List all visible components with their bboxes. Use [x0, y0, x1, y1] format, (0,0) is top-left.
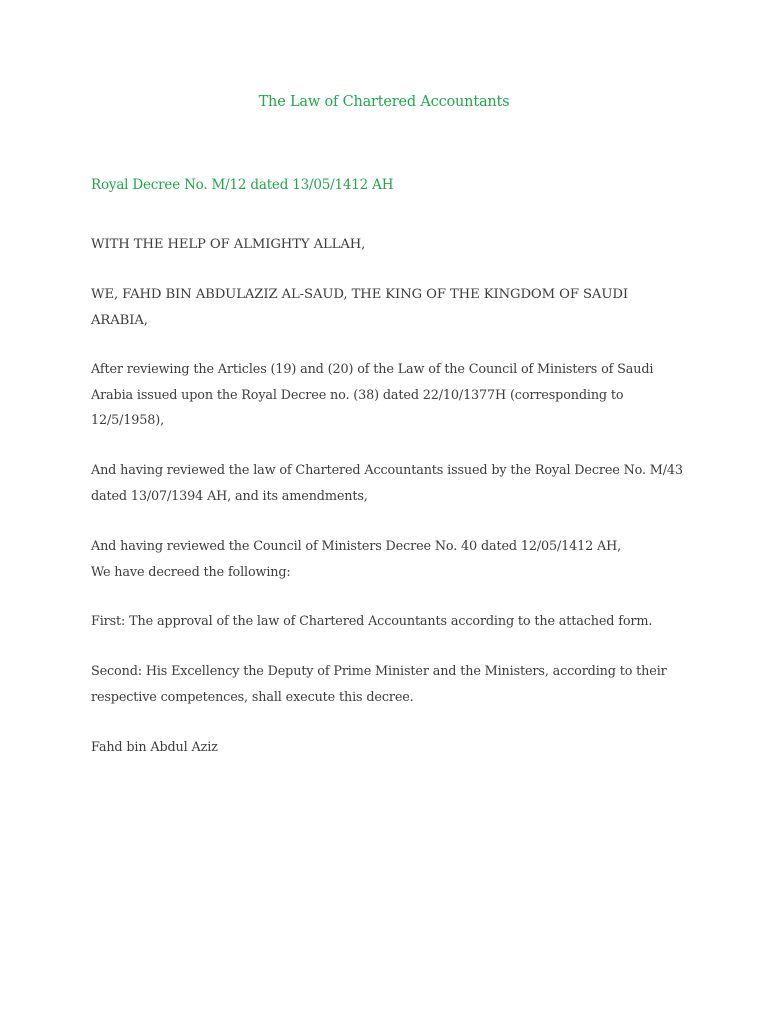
council-decree-line-1: And having reviewed the Council of Ministers Decree No. 40 dated 12/05/1412 AH,: [91, 539, 622, 554]
invocation-line: WITH THE HELP OF ALMIGHTY ALLAH,: [91, 237, 366, 252]
first-line: First: The approval of the law of Chartered Accountants according to the attached form.: [91, 614, 653, 629]
council-decree-line-2: We have decreed the following:: [91, 564, 291, 580]
decree-heading: Royal Decree No. M/12 dated 13/05/1412 AH: [91, 177, 394, 193]
second-line-2: respective competences, shall execute this decree.: [91, 689, 414, 705]
king-paragraph: [91, 282, 681, 333]
second-line-1: Second: His Excellency the Deputy of Prime Minister and the Ministers, according to their: [91, 664, 667, 679]
king-line-1: WE, FAHD BIN ABDULAZIZ AL-SAUD, THE KING OF THE KINGDOM OF SAUDI: [91, 287, 628, 302]
council-decree-paragraph: [91, 534, 681, 585]
second-paragraph: [91, 659, 681, 710]
reviewing-line-2: Arabia issued upon the Royal Decree no. (38) dated 22/10/1377H (corresponding to: [91, 387, 624, 403]
chartered-law-line-1: And having reviewed the law of Chartered Accountants issued by the Royal Decree No. M/43: [91, 463, 683, 478]
signature: Fahd bin Abdul Aziz: [91, 740, 218, 755]
invocation-paragraph: [91, 232, 681, 258]
reviewing-line-3: 12/5/1958),: [91, 413, 165, 428]
reviewing-line-1: After reviewing the Articles (19) and (20) of the Law of the Council of Ministers of Saudi: [91, 362, 654, 377]
reviewing-paragraph: [91, 357, 681, 434]
king-line-2: ARABIA,: [91, 312, 148, 328]
chartered-law-paragraph: [91, 458, 681, 509]
first-paragraph: [91, 609, 681, 635]
document-title: The Law of Chartered Accountants: [258, 94, 510, 110]
signature-paragraph: [91, 735, 681, 761]
chartered-law-line-2: dated 13/07/1394 AH, and its amendments,: [91, 488, 368, 504]
